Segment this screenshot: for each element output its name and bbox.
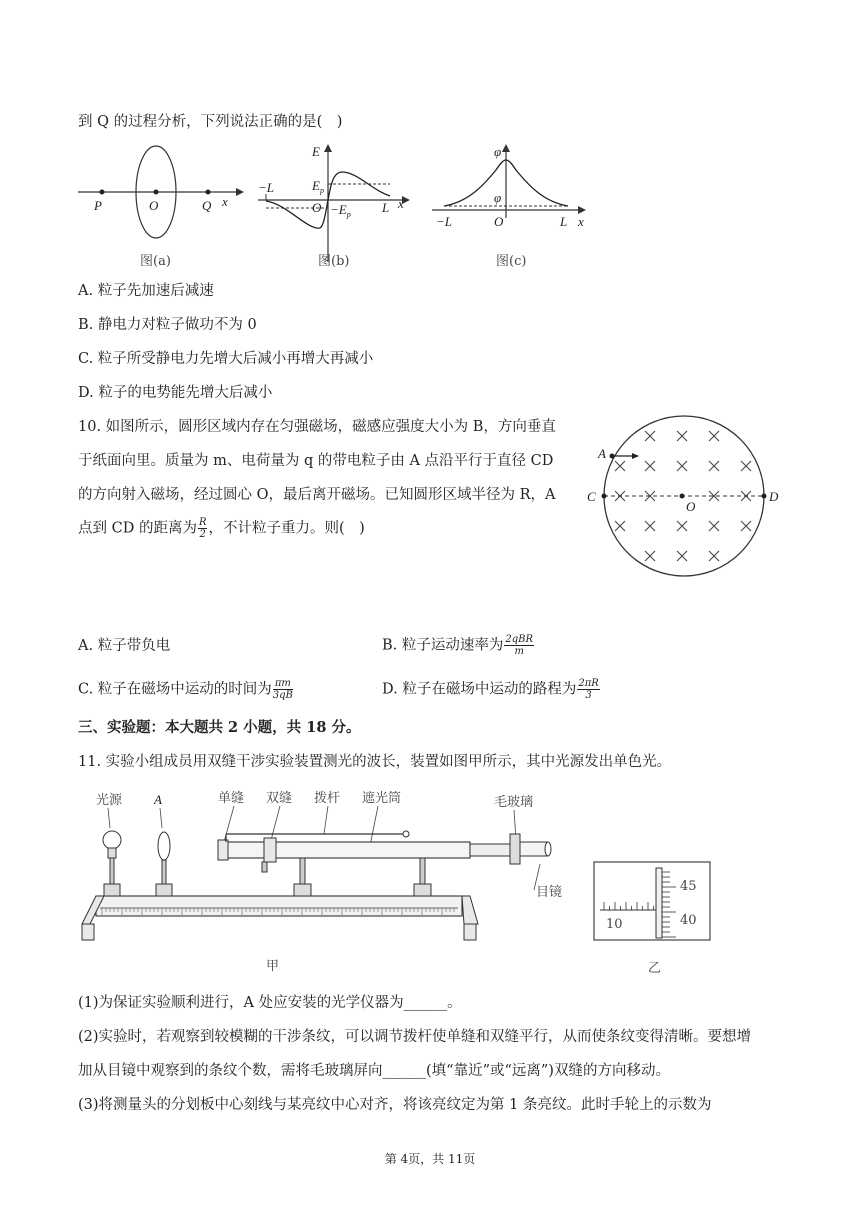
q11-part3: (3)将测量头的分划板中心刻线与某亮纹中心对齐，将该亮纹定为第 1 条亮纹。此时手轮上的示数为 bbox=[78, 1097, 712, 1113]
label-phi-mid: φ bbox=[494, 190, 502, 205]
label-double-slit: 双缝 bbox=[266, 791, 293, 806]
magnetic-field-figure bbox=[582, 412, 782, 592]
label-D: D bbox=[769, 489, 779, 504]
caption-c: 图(c) bbox=[496, 254, 527, 269]
label-single-slit: 单缝 bbox=[218, 791, 245, 806]
page-footer: 第 4页，共 11页 bbox=[384, 1152, 476, 1166]
sleeve-10: 10 bbox=[606, 917, 623, 932]
label-shade-tube: 遮光筒 bbox=[362, 791, 402, 806]
q9-stem: 到 Q 的过程分析，下列说法正确的是( ) bbox=[78, 114, 343, 130]
label-A-apparatus: A bbox=[154, 792, 162, 807]
q10-line3: 的方向射入磁场，经过圆心 O，最后离开磁场。已知圆形区域半径为 R，A bbox=[78, 487, 556, 503]
caption-b: 图(b) bbox=[318, 254, 350, 269]
thimble-45: 45 bbox=[680, 879, 697, 894]
label-yi: 乙 bbox=[648, 961, 662, 976]
label-O-c: O bbox=[494, 214, 504, 229]
label-L-b: L bbox=[382, 200, 390, 215]
q10-line4 bbox=[78, 517, 365, 540]
svg-text:Ep bbox=[311, 178, 324, 195]
q9-option-a: A. 粒子先加速后减速 bbox=[78, 283, 214, 299]
label-neg-Ep: −E bbox=[330, 202, 347, 217]
label-frosted-glass: 毛玻璃 bbox=[494, 795, 534, 810]
q11-part1: (1)为保证实验顺利进行，A 处应安装的光学仪器为______。 bbox=[78, 995, 462, 1011]
label-x-c: x bbox=[578, 214, 584, 229]
label-x-b: x bbox=[398, 196, 404, 211]
label-A: A bbox=[598, 446, 606, 461]
q10-line4-post: ，不计粒子重力。则( ) bbox=[208, 520, 365, 537]
label-neg-Ep-sub: p bbox=[346, 210, 351, 219]
caption-a: 图(a) bbox=[140, 254, 171, 269]
q10-line2: 于纸面向里。质量为 m、电荷量为 q 的带电粒子由 A 点沿平行于直径 CD bbox=[78, 453, 554, 469]
q10-option-a: A. 粒子带负电 bbox=[78, 638, 171, 654]
label-O-circle: O bbox=[686, 499, 696, 514]
q11-stem: 11. 实验小组成员用双缝干涉实验装置测光的波长，装置如图甲所示，其中光源发出单色光。 bbox=[78, 754, 672, 770]
label-L-c: L bbox=[560, 214, 568, 229]
micrometer-figure bbox=[590, 860, 720, 978]
fraction-2pir-over-3: $\frac{2\pi R}{3}$ bbox=[578, 678, 599, 701]
fraction-r-over-2: $\frac{R}{2}$ bbox=[198, 517, 207, 540]
label-neg-L-c: −L bbox=[436, 214, 453, 229]
q10-line1: 10. 如图所示，圆形区域内存在匀强磁场，磁感应强度大小为 B，方向垂直 bbox=[78, 419, 556, 435]
label-O: O bbox=[149, 198, 159, 213]
figure-b bbox=[252, 140, 417, 270]
label-P: P bbox=[94, 198, 102, 213]
label-lever: 拨杆 bbox=[314, 791, 341, 806]
q11-part2-line1: (2)实验时，若观察到较模糊的干涉条纹，可以调节拨杆使单缝和双缝平行，从而使条纹变得清晰。要想增 bbox=[78, 1029, 752, 1045]
label-eyepiece: 目镜 bbox=[536, 885, 563, 900]
label-C: C bbox=[587, 489, 596, 504]
q10-option-d: D. 粒子在磁场中运动的路程为 $\frac{2\pi R}{3}$ bbox=[382, 678, 599, 701]
q10-option-b: B. 粒子运动速率为 $\frac{\text{2qBR}}{m}$ bbox=[382, 634, 534, 657]
label-x: x bbox=[222, 194, 228, 209]
q9-option-c: C. 粒子所受静电力先增大后减小再增大再减小 bbox=[78, 351, 374, 367]
label-light-source: 光源 bbox=[96, 793, 123, 808]
label-neg-L: −L bbox=[258, 180, 275, 195]
q11-part2-line2: 加从目镜中观察到的条纹个数，需将毛玻璃屏向______(填“靠近”或“远离”)双缝的方向移动。 bbox=[78, 1063, 670, 1079]
figure-a bbox=[76, 140, 246, 270]
q9-option-d: D. 粒子的电势能先增大后减小 bbox=[78, 385, 273, 401]
label-E: E bbox=[312, 144, 320, 159]
label-Ep: E bbox=[312, 178, 320, 193]
apparatus-figure bbox=[74, 784, 584, 984]
fraction-pim-over-3qb: $\frac{\pi m}{3qB}$ bbox=[272, 678, 293, 701]
section-heading: 三、实验题：本大题共 2 小题，共 18 分。 bbox=[78, 719, 361, 736]
figure-c bbox=[428, 140, 593, 270]
fraction-2qbr-over-m: $\frac{\text{2qBR}}{m}$ bbox=[505, 634, 534, 657]
svg-text:−Ep bbox=[330, 202, 351, 219]
label-phi-top: φ bbox=[494, 144, 502, 159]
label-O-b: O bbox=[312, 200, 322, 215]
q9-option-b: B. 静电力对粒子做功不为 0 bbox=[78, 317, 257, 333]
q10-line4-pre: 点到 CD 的距离为 bbox=[78, 520, 197, 537]
label-Ep-sub: p bbox=[319, 186, 324, 195]
label-Q: Q bbox=[202, 198, 212, 213]
thimble-40: 40 bbox=[680, 913, 697, 928]
label-jia: 甲 bbox=[266, 959, 280, 974]
q10-option-c: C. 粒子在磁场中运动的时间为 $\frac{\pi m}{3qB}$ bbox=[78, 678, 293, 701]
